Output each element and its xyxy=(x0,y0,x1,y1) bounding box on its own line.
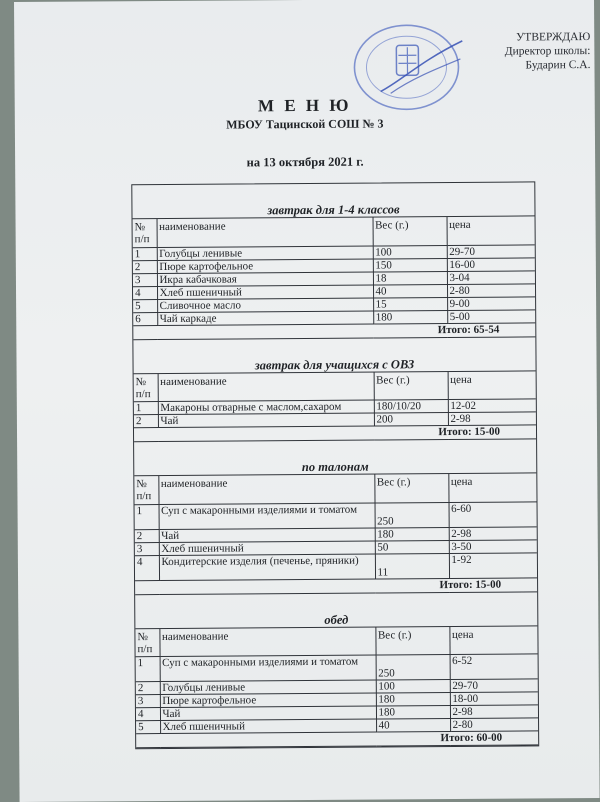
section-table xyxy=(135,626,538,748)
item-number: 1 xyxy=(135,504,159,529)
item-price: 6-60 xyxy=(449,501,537,527)
item-price: 9-00 xyxy=(447,296,535,310)
section-title: завтрак для 1-4 классов xyxy=(132,182,534,219)
item-number: 3 xyxy=(135,542,159,555)
column-header-weight: Вес (г.) xyxy=(374,474,448,503)
item-weight: 180 xyxy=(376,705,450,719)
column-header-price: цена xyxy=(448,371,536,400)
item-number: 6 xyxy=(133,312,157,325)
item-number: 5 xyxy=(136,721,160,734)
item-number: 5 xyxy=(133,299,157,312)
item-name: Макароны отварные с маслом,сахаром xyxy=(158,400,374,415)
item-price: 3-50 xyxy=(449,539,537,553)
section-title: завтрак для учащихся с ОВЗ xyxy=(133,337,535,374)
section-table xyxy=(134,473,537,594)
header-row xyxy=(134,473,536,504)
item-weight: 250 xyxy=(375,502,449,528)
column-header-weight: Вес (г.) xyxy=(374,372,448,401)
column-header-weight: Вес (г.) xyxy=(375,627,449,656)
item-name: Чай каркаде xyxy=(157,311,373,326)
item-weight: 180 xyxy=(373,310,447,324)
column-header-num: № п/п xyxy=(134,476,158,504)
section-total: Итого: 15-00 xyxy=(135,577,537,594)
item-number: 2 xyxy=(136,682,160,695)
item-price: 29-70 xyxy=(450,679,538,693)
item-name: Сливочное масло xyxy=(157,298,373,313)
approval-signatory: Бударин С.А. xyxy=(525,59,591,72)
item-name: Чай xyxy=(159,528,375,543)
item-name: Пюре картофельное xyxy=(160,693,376,708)
item-number: 3 xyxy=(136,695,160,708)
item-number: 2 xyxy=(133,260,157,273)
section-table xyxy=(133,216,536,339)
item-name: Икра кабачковая xyxy=(157,272,373,287)
item-weight: 40 xyxy=(376,718,450,732)
item-name: Чай xyxy=(160,706,376,721)
school-name: МБОУ Тацинской СОШ № 3 xyxy=(226,116,384,132)
item-price: 2-80 xyxy=(447,283,535,297)
item-price: 5-00 xyxy=(447,309,535,323)
item-weight: 100 xyxy=(373,245,447,259)
section-title: по талонам xyxy=(134,439,536,476)
item-weight: 150 xyxy=(373,258,447,272)
menu-date: на 13 октября 2021 г. xyxy=(246,154,364,170)
item-weight: 18 xyxy=(373,271,447,285)
item-weight: 180 xyxy=(375,527,449,541)
item-number: 4 xyxy=(133,286,157,299)
item-name: Чай xyxy=(158,413,374,428)
item-weight: 100 xyxy=(376,679,450,693)
item-weight: 250 xyxy=(376,654,450,680)
approval-heading: УТВЕРЖДАЮ xyxy=(516,31,591,44)
column-header-name: наименование xyxy=(157,218,373,248)
column-header-name: наименование xyxy=(159,627,375,657)
item-price: 12-02 xyxy=(448,399,536,413)
item-price: 2-80 xyxy=(450,718,538,732)
item-number: 2 xyxy=(134,415,158,428)
approval-block xyxy=(460,30,590,73)
column-header-price: цена xyxy=(447,216,535,245)
column-header-num: № п/п xyxy=(135,629,159,657)
item-weight: 15 xyxy=(373,297,447,311)
header-row xyxy=(135,626,537,657)
item-number: 3 xyxy=(133,273,157,286)
item-price: 3-04 xyxy=(447,270,535,284)
item-name: Пюре картофельное xyxy=(157,259,373,274)
item-name: Суп с макаронными изделиями и томатом xyxy=(160,655,376,682)
item-name: Суп с макаронными изделиями и томатом xyxy=(159,503,375,530)
item-price: 29-70 xyxy=(447,244,535,258)
section-title: обед xyxy=(135,592,537,629)
table-row xyxy=(136,654,538,682)
page-title: М Е Н Ю xyxy=(257,95,352,116)
section-table xyxy=(134,371,536,442)
item-weight: 11 xyxy=(375,553,449,579)
column-header-price: цена xyxy=(449,626,537,655)
menu-sheet xyxy=(14,0,600,802)
item-name: Голубцы ленивые xyxy=(160,680,376,695)
column-header-num: № п/п xyxy=(134,374,158,402)
column-header-name: наименование xyxy=(158,475,374,505)
item-number: 1 xyxy=(134,402,158,415)
item-price: 2-98 xyxy=(449,526,537,540)
item-weight: 50 xyxy=(375,540,449,554)
item-price: 16-00 xyxy=(447,257,535,271)
item-name: Голубцы ленивые xyxy=(157,246,373,261)
total-row xyxy=(136,731,538,748)
item-number: 4 xyxy=(136,708,160,721)
item-price: 18-00 xyxy=(450,692,538,706)
item-name: Хлеб пшеничный xyxy=(160,719,376,734)
section-total: Итого: 65-54 xyxy=(133,322,535,339)
section-total: Итого: 15-00 xyxy=(134,425,536,442)
item-name: Хлеб пшеничный xyxy=(157,285,373,300)
item-number: 4 xyxy=(135,555,159,580)
item-number: 1 xyxy=(136,657,160,682)
table-row xyxy=(135,552,537,580)
item-number: 1 xyxy=(133,247,157,260)
item-weight: 180 xyxy=(376,692,450,706)
header-row xyxy=(133,216,535,247)
column-header-num: № п/п xyxy=(133,219,157,247)
section-total: Итого: 60-00 xyxy=(136,731,538,748)
column-header-weight: Вес (г.) xyxy=(373,217,447,246)
item-number: 2 xyxy=(135,529,159,542)
item-price: 6-52 xyxy=(450,654,538,680)
column-header-name: наименование xyxy=(158,372,374,402)
item-weight: 180/10/20 xyxy=(374,400,448,414)
table-row xyxy=(135,501,537,529)
item-weight: 40 xyxy=(373,284,447,298)
item-name: Кондитерские изделия (печенье, пряники) xyxy=(159,554,375,581)
column-header-price: цена xyxy=(448,473,536,502)
item-price: 2-98 xyxy=(450,705,538,719)
header-row xyxy=(134,371,536,402)
approval-position: Директор школы: xyxy=(504,45,591,58)
menu-table xyxy=(131,181,539,749)
item-name: Хлеб пшеничный xyxy=(159,541,375,556)
item-price: 2-98 xyxy=(448,412,536,426)
item-price: 1-92 xyxy=(449,552,537,578)
item-weight: 200 xyxy=(374,413,448,427)
